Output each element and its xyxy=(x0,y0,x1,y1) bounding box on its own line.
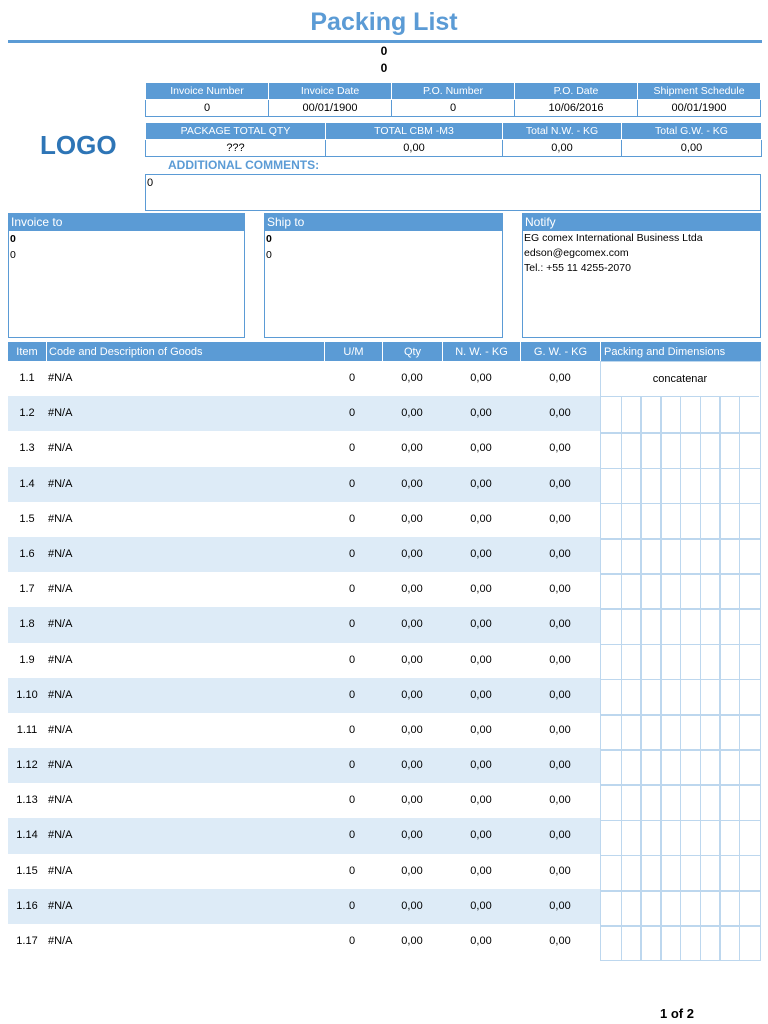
description-cell: #N/A xyxy=(48,372,73,384)
nw-cell: 0,00 xyxy=(470,935,492,947)
um-cell: 0 xyxy=(348,618,356,631)
nw-cell: 0,00 xyxy=(470,372,492,384)
table-row xyxy=(8,572,600,607)
total-nw-header: Total N.W. - KG xyxy=(503,123,622,140)
item-cell: 1.16 xyxy=(16,899,38,912)
col-item-header: Item xyxy=(16,346,38,358)
additional-comments-label: ADDITIONAL COMMENTS: xyxy=(168,158,320,172)
grid-divider xyxy=(601,714,760,716)
table-row xyxy=(8,889,600,924)
table-row xyxy=(8,713,600,748)
invoice-number-header: Invoice Number xyxy=(146,83,269,100)
description-cell: #N/A xyxy=(48,477,73,490)
nw-cell: 0,00 xyxy=(470,688,492,701)
grid-divider xyxy=(601,573,760,575)
ship-to-header: Ship to xyxy=(265,214,502,231)
item-cell: 1.17 xyxy=(16,935,38,947)
gw-cell: 0,00 xyxy=(549,547,571,560)
um-cell: 0 xyxy=(348,442,356,455)
table-row xyxy=(8,924,600,959)
qty-cell: 0,00 xyxy=(401,794,423,807)
qty-cell: 0,00 xyxy=(401,899,423,912)
qty-cell: 0,00 xyxy=(401,547,423,560)
table-row xyxy=(8,537,600,572)
description-cell: #N/A xyxy=(48,583,73,596)
shipment-schedule-value: 00/01/1900 xyxy=(638,100,761,117)
item-cell: 1.15 xyxy=(16,864,38,877)
nw-cell: 0,00 xyxy=(470,512,492,525)
notify-company: EG comex International Business Ltda xyxy=(524,232,703,244)
col-gw-header: G. W. - KG xyxy=(520,342,600,361)
total-gw-header: Total G.W. - KG xyxy=(622,123,762,140)
packing-dimensions-grid xyxy=(600,361,761,961)
total-cbm-header: TOTAL CBM -M3 xyxy=(326,123,503,140)
invoice-date-value: 00/01/1900 xyxy=(269,100,392,117)
um-cell: 0 xyxy=(348,512,356,525)
item-cell: 1.14 xyxy=(16,829,38,842)
description-cell: #N/A xyxy=(48,935,73,947)
table-row xyxy=(8,361,600,396)
table-row xyxy=(8,748,600,783)
totals-header-row xyxy=(146,123,762,140)
description-cell: #N/A xyxy=(48,442,73,455)
um-cell: 0 xyxy=(348,935,356,947)
gw-cell: 0,00 xyxy=(549,759,571,772)
item-cell: 1.8 xyxy=(19,618,35,631)
item-cell: 1.2 xyxy=(19,407,35,420)
grid-divider xyxy=(601,784,760,786)
um-cell: 0 xyxy=(348,477,356,490)
nw-cell: 0,00 xyxy=(470,759,492,772)
gw-cell: 0,00 xyxy=(549,512,571,525)
nw-cell: 0,00 xyxy=(470,477,492,490)
total-cbm-value: 0,00 xyxy=(326,140,503,157)
qty-cell: 0,00 xyxy=(401,477,423,490)
description-cell: #N/A xyxy=(48,407,73,420)
additional-comments-field[interactable]: 0 xyxy=(145,174,761,211)
item-cell: 1.10 xyxy=(16,688,38,701)
um-cell: 0 xyxy=(348,759,356,772)
um-cell: 0 xyxy=(348,547,356,560)
table-row xyxy=(8,607,600,642)
nw-cell: 0,00 xyxy=(470,899,492,912)
nw-cell: 0,00 xyxy=(470,407,492,420)
invoice-to-header: Invoice to xyxy=(9,214,244,231)
description-cell: #N/A xyxy=(48,618,73,631)
col-um-header: U/M xyxy=(324,342,382,361)
subtitle-line-1: 0 xyxy=(380,44,388,58)
qty-cell: 0,00 xyxy=(401,583,423,596)
nw-cell: 0,00 xyxy=(470,547,492,560)
page-number: 1 of 2 xyxy=(660,1006,694,1021)
item-cell: 1.13 xyxy=(16,794,38,807)
um-cell: 0 xyxy=(348,829,356,842)
item-cell: 1.6 xyxy=(19,547,35,560)
total-gw-value: 0,00 xyxy=(622,140,762,157)
description-cell: #N/A xyxy=(48,512,73,525)
qty-cell: 0,00 xyxy=(401,935,423,947)
po-number-value: 0 xyxy=(392,100,515,117)
col-packing-header: Packing and Dimensions xyxy=(600,342,761,361)
goods-table-header xyxy=(8,342,761,361)
gw-cell: 0,00 xyxy=(549,618,571,631)
gw-cell: 0,00 xyxy=(549,372,571,384)
nw-cell: 0,00 xyxy=(470,864,492,877)
item-cell: 1.11 xyxy=(16,723,38,736)
invoice-number-value: 0 xyxy=(146,100,269,117)
table-row xyxy=(8,678,600,713)
description-cell: #N/A xyxy=(48,829,73,842)
um-cell: 0 xyxy=(348,899,356,912)
invoice-info-value-row xyxy=(146,100,761,117)
notify-header: Notify xyxy=(523,214,760,231)
item-cell: 1.1 xyxy=(19,372,35,384)
invoice-info-header-row xyxy=(146,83,761,100)
po-date-header: P.O. Date xyxy=(515,83,638,100)
gw-cell: 0,00 xyxy=(549,407,571,420)
page-title: Packing List xyxy=(310,8,458,36)
table-row xyxy=(8,854,600,889)
col-nw-header: N. W. - KG xyxy=(442,342,520,361)
gw-cell: 0,00 xyxy=(549,583,571,596)
nw-cell: 0,00 xyxy=(470,442,492,455)
gw-cell: 0,00 xyxy=(549,829,571,842)
qty-cell: 0,00 xyxy=(401,723,423,736)
gw-cell: 0,00 xyxy=(549,794,571,807)
total-nw-value: 0,00 xyxy=(503,140,622,157)
invoice-to-line-1: 0 xyxy=(10,233,16,245)
nw-cell: 0,00 xyxy=(470,618,492,631)
description-cell: #N/A xyxy=(48,653,73,666)
um-cell: 0 xyxy=(348,653,356,666)
gw-cell: 0,00 xyxy=(549,688,571,701)
notify-phone: Tel.: +55 11 4255-2070 xyxy=(524,262,631,274)
item-cell: 1.9 xyxy=(19,653,35,666)
um-cell: 0 xyxy=(348,723,356,736)
grid-divider xyxy=(601,644,760,646)
gw-cell: 0,00 xyxy=(549,864,571,877)
gw-cell: 0,00 xyxy=(549,723,571,736)
um-cell: 0 xyxy=(348,688,356,701)
grid-divider xyxy=(601,538,760,540)
nw-cell: 0,00 xyxy=(470,653,492,666)
table-row xyxy=(8,643,600,678)
col-qty-header: Qty xyxy=(382,342,442,361)
gw-cell: 0,00 xyxy=(549,477,571,490)
description-cell: #N/A xyxy=(48,723,73,736)
nw-cell: 0,00 xyxy=(470,829,492,842)
um-cell: 0 xyxy=(348,864,356,877)
nw-cell: 0,00 xyxy=(470,583,492,596)
ship-to-line-2: 0 xyxy=(266,249,272,261)
grid-divider xyxy=(601,608,760,610)
ship-to-box xyxy=(264,213,503,338)
description-cell: #N/A xyxy=(48,794,73,807)
notify-box xyxy=(522,213,761,338)
um-cell: 0 xyxy=(348,407,356,420)
po-date-value: 10/06/2016 xyxy=(515,100,638,117)
item-cell: 1.5 xyxy=(19,512,35,525)
grid-divider xyxy=(601,432,760,434)
grid-divider xyxy=(601,890,760,892)
table-row xyxy=(8,818,600,853)
col-description-header: Code and Description of Goods xyxy=(46,342,324,361)
item-cell: 1.4 xyxy=(19,477,35,490)
table-row xyxy=(8,431,600,466)
item-cell: 1.12 xyxy=(16,759,38,772)
ship-to-line-1: 0 xyxy=(266,233,272,245)
um-cell: 0 xyxy=(348,794,356,807)
grid-divider xyxy=(601,679,760,681)
qty-cell: 0,00 xyxy=(401,653,423,666)
description-cell: #N/A xyxy=(48,899,73,912)
qty-cell: 0,00 xyxy=(401,688,423,701)
description-cell: #N/A xyxy=(48,688,73,701)
gw-cell: 0,00 xyxy=(549,653,571,666)
subtitle-line-2: 0 xyxy=(380,61,388,75)
invoice-to-line-2: 0 xyxy=(10,249,16,261)
notify-email: edson@egcomex.com xyxy=(524,247,629,259)
invoice-info-table xyxy=(145,82,761,117)
package-total-qty-header: PACKAGE TOTAL QTY xyxy=(146,123,326,140)
grid-divider xyxy=(601,820,760,822)
table-row xyxy=(8,396,600,431)
invoice-date-header: Invoice Date xyxy=(269,83,392,100)
table-row xyxy=(8,502,600,537)
grid-divider xyxy=(601,855,760,857)
item-cell: 1.3 xyxy=(19,442,35,455)
um-cell: 0 xyxy=(348,583,356,596)
description-cell: #N/A xyxy=(48,547,73,560)
qty-cell: 0,00 xyxy=(401,512,423,525)
company-logo: LOGO xyxy=(40,130,117,160)
gw-cell: 0,00 xyxy=(549,935,571,947)
gw-cell: 0,00 xyxy=(549,442,571,455)
invoice-to-box xyxy=(8,213,245,338)
qty-cell: 0,00 xyxy=(401,618,423,631)
grid-divider xyxy=(601,468,760,470)
grid-divider xyxy=(601,749,760,751)
totals-table xyxy=(145,122,762,157)
gw-cell: 0,00 xyxy=(549,899,571,912)
table-row xyxy=(8,783,600,818)
qty-cell: 0,00 xyxy=(401,864,423,877)
description-cell: #N/A xyxy=(48,864,73,877)
nw-cell: 0,00 xyxy=(470,723,492,736)
packing-concat-cell: concatenar xyxy=(601,362,759,397)
po-number-header: P.O. Number xyxy=(392,83,515,100)
goods-table-body xyxy=(8,361,600,959)
grid-divider xyxy=(601,503,760,505)
nw-cell: 0,00 xyxy=(470,794,492,807)
title-divider xyxy=(8,40,762,43)
table-row xyxy=(8,467,600,502)
totals-value-row xyxy=(146,140,762,157)
item-cell: 1.7 xyxy=(19,583,35,596)
qty-cell: 0,00 xyxy=(401,759,423,772)
qty-cell: 0,00 xyxy=(401,407,423,420)
qty-cell: 0,00 xyxy=(401,442,423,455)
shipment-schedule-header: Shipment Schedule xyxy=(638,83,761,100)
description-cell: #N/A xyxy=(48,759,73,772)
package-total-qty-value: ??? xyxy=(146,140,326,157)
qty-cell: 0,00 xyxy=(401,372,423,384)
grid-divider xyxy=(601,925,760,927)
qty-cell: 0,00 xyxy=(401,829,423,842)
um-cell: 0 xyxy=(348,372,356,384)
